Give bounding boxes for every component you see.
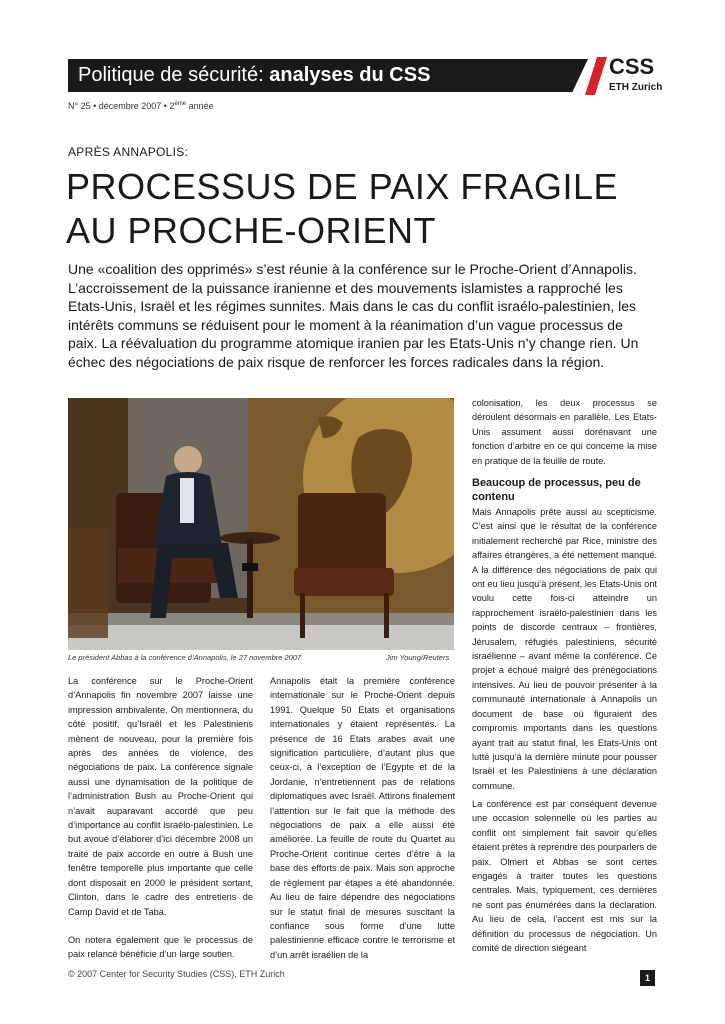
article-title-line2: AU PROCHE-ORIENT	[66, 210, 437, 251]
issue-prefix: N° 25 • décembre 2007 • 2	[68, 101, 175, 111]
photo-caption: Le président Abbas à la conférence d’Annapolis, le 27 novembre 2007	[68, 653, 302, 662]
issue-sup: ème	[174, 101, 187, 107]
article-photo	[68, 398, 454, 650]
body-paragraph: La conférence sur le Proche-Orient d’Annapolis fin novembre 2007 laisse une impression ambivalente. On mentionnera, du côté positif, qu’Israël et les Palestiniens mènent de nouveau, pour la première fois après des années de violence, des négociations de paix. La conférence signale aussi une dynamisation de la politique de l’administration Bush au Proche-Orient qui n’avait auparavant accordé que peu d’importance au conflit israélo-palestinien. Le but avoué d’élaborer d’ici décembre 2008 un traité de paix accorde en outre à Bush une fenêtre temporelle plus importante que celle dont disposait en 2000 le président sortant, Clinton, dans le cadre des entretiens de Camp David et de Taba.	[68, 676, 253, 917]
body-column-3-top	[472, 396, 657, 482]
body-column-3-bottom	[472, 797, 657, 969]
logo-text: CSS	[609, 54, 655, 79]
body-paragraph: colonisation, les deux processus se déroulent désormais en parallèle. Les Etats-Unis assument aussi dorénavant une fonction d’arbitre en ce qui concerne la mise en pratique de la feuille de route.	[472, 398, 657, 466]
logo-subtext: ETH Zurich	[609, 82, 663, 93]
photo-credit: Jim Young/Reuters	[386, 653, 450, 662]
issue-suffix: année	[186, 101, 214, 111]
logo-slash-icon	[585, 57, 607, 95]
article-title-line1: PROCESSUS DE PAIX FRAGILE	[66, 166, 618, 207]
body-column-1	[68, 674, 253, 976]
section-heading: Beaucoup de processus, peu de contenu	[472, 477, 641, 503]
page-number: 1	[640, 970, 655, 986]
body-column-3-middle	[472, 505, 657, 807]
body-paragraph: La conférence est par conséquent devenue une occasion solennelle où les parties au conflit ont simplement fait savoir qu’elles étaient prêtes à reprendre des pourparlers de paix. Olmert et Abbas se sont certes engagés à traiter toutes les questions centrales. Mais, typiquement, ces dernières ne sont pas énumérées dans la déclaration. Au lieu de cela, l’accent est mis sur la définition du processus de négociation. Un comité de direction siégeant	[472, 799, 657, 954]
body-column-2	[270, 674, 455, 976]
publication-title-regular: Politique de sécurité:	[78, 64, 264, 86]
kicker: APRÈS ANNAPOLIS:	[68, 145, 189, 159]
publication-title-bold: analyses du CSS	[269, 64, 431, 86]
publication-title	[78, 62, 430, 88]
footer-copyright: © 2007 Center for Security Studies (CSS), ETH Zurich	[68, 969, 285, 979]
body-paragraph: Mais Annapolis prête aussi au scepticisme. C’est ainsi que le résultat de la conférence initialement recherché par Rice, ministre des affaires étrangères, a été nettement manqué. A la différence des négociations de paix qui ont eu lieu jusqu’à présent, les Etats-Unis ont voulu cette fois-ci atteindre un rapprochement israélo-palestinien dans les points de discorde centraux – frontières, Jérusalem, réfugiés palestiniens, sécurité israélienne – avant même la conférence. Ce projet a échoué malgré des prénégociations intensives. Au lieu de pouvoir présenter à la communauté internationale à Annapolis un document de base où figuraient des compromis importants dans les questions ayant trait au statut final, les Etats-Unis ont lutté jusqu’à la dernière minute pour pousser Israël et les Palestiniens à une déclaration commune.	[472, 507, 657, 791]
body-paragraph: On notera également que le processus de paix relancé bénéficie d’un large soutien.	[68, 934, 253, 960]
photo-illustration	[68, 398, 454, 650]
article-title	[66, 165, 666, 253]
issue-line	[68, 101, 214, 111]
lead-paragraph: Une «coalition des opprimés» s’est réunie à la conférence sur le Proche-Orient d’Annapolis. L’accroissement de la puissance iranienne et des mouvements islamistes a rapproché les Etats-Unis, Israël et les régimes sunnites. Mais dans le cas du conflit israélo-palestinien, les intérêts communs se réduisent pour le moment à la réanimation d’un vague processus de paix. La réévaluation du programme atomique iranien par les Etats-Unis n’y change rien. Un échec des négociations de paix risque de renforcer les forces radicales dans la région.	[68, 261, 639, 370]
body-paragraph: Annapolis était la première conférence internationale sur le Proche-Orient depuis 1991. Quelque 50 Etats et organisations internationales y étaient représentés. La présence de 16 Etats arabes avait une signification particulière, d’autant plus que ceux-ci, à l’exception de l’Egypte et de la Jordanie, n’entretiennent pas de relations diplomatiques avec Israël. Attirons finalement l’attention sur le fait que la méthode des négociations de paix a elle aussi été améliorée. La feuille de route du Quartet au Proche-Orient continue certes d’être à la base des efforts de paix. Mais son approche de règlement par étapes a été abandonnée. Au lieu de faire dépendre des négociations sur le statut final de mesures suscitant la confiance sous forme d’une lutte palestinienne efficace contre le terrorisme et d’un arrêt israélien de la	[270, 676, 455, 960]
